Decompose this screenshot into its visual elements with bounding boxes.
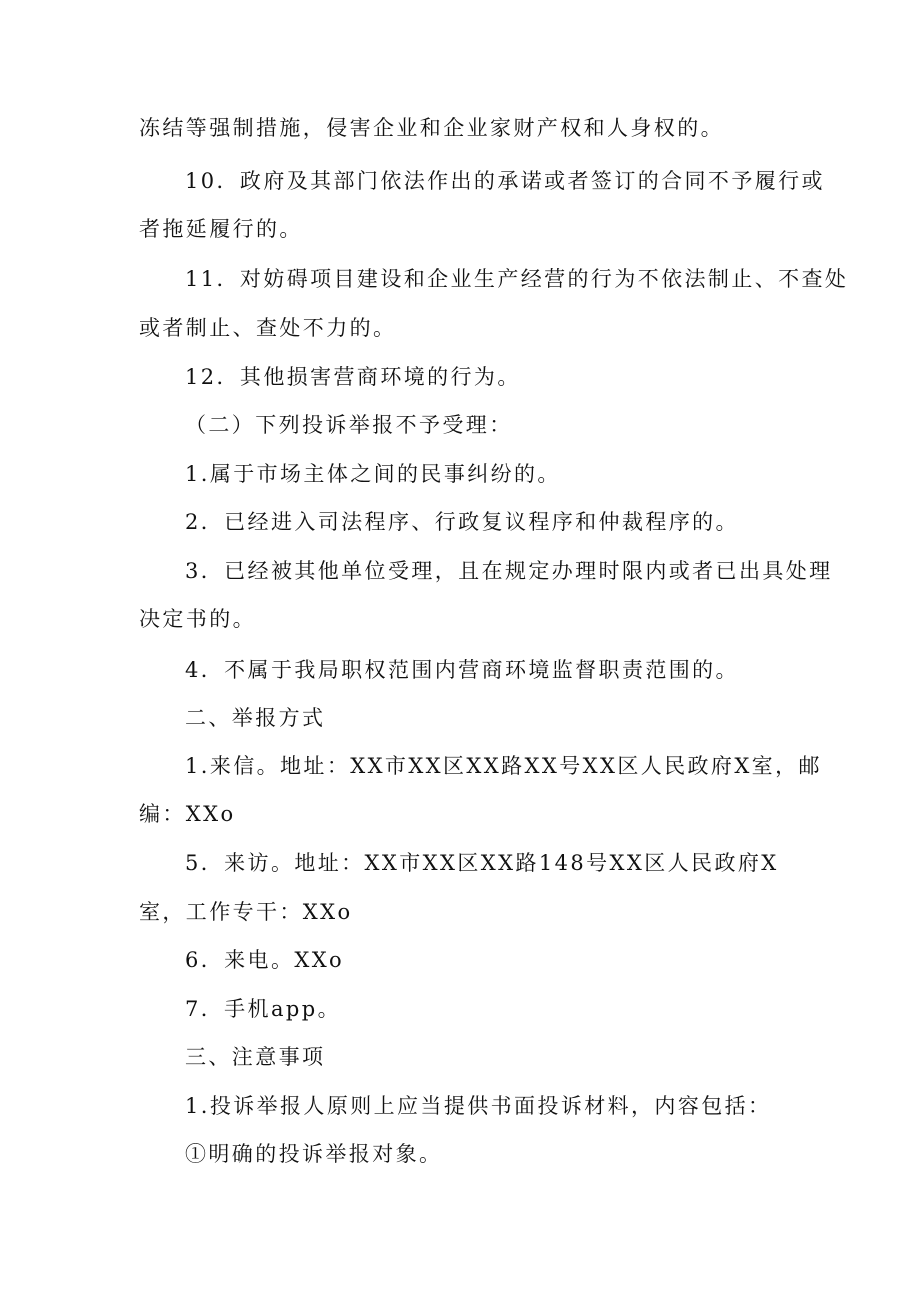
paragraph-line: 2．已经进入司法程序、行政复议程序和仲裁程序的。 [185,510,739,534]
paragraph-line: 12．其他损害营商环境的行为。 [185,365,521,389]
paragraph-line: 11．对妨碍项目建设和企业生产经营的行为不依法制止、不查处 [185,267,849,291]
paragraph-line: 3．已经被其他单位受理，且在规定办理时限内或者已出具处理 [185,559,833,583]
paragraph-line: 7．手机app。 [185,997,341,1021]
paragraph-line: 或者制止、查处不力的。 [139,316,397,340]
section-heading: （二）下列投诉举报不予受理： [185,413,513,437]
paragraph-line: 10．政府及其部门依法作出的承诺或者签订的合同不予履行或 [185,169,825,193]
paragraph-line: 室，工作专干：XXo [139,900,353,924]
paragraph-line: 4．不属于我局职权范围内营商环境监督职责范围的。 [185,658,739,682]
section-heading: 三、注意事项 [185,1045,326,1069]
paragraph-line: 6．来电。XXo [185,948,345,972]
paragraph-line: 冻结等强制措施，侵害企业和企业家财产权和人身权的。 [139,116,724,140]
paragraph-line: 者拖延履行的。 [139,217,303,241]
paragraph-line: 1.属于市场主体之间的民事纠纷的。 [185,462,561,486]
paragraph-line: 5．来访。地址：XX市XX区XX路148号XX区人民政府X [185,851,779,875]
section-heading: 二、举报方式 [185,706,326,730]
paragraph-line: ①明确的投诉举报对象。 [185,1142,443,1166]
paragraph-line: 1.来信。地址：XX市XX区XX路XX号XX区人民政府X室，邮 [185,754,822,778]
paragraph-line: 决定书的。 [139,607,256,631]
paragraph-line: 1.投诉举报人原则上应当提供书面投诉材料，内容包括： [185,1094,772,1118]
paragraph-line: 编：XXo [139,802,236,826]
